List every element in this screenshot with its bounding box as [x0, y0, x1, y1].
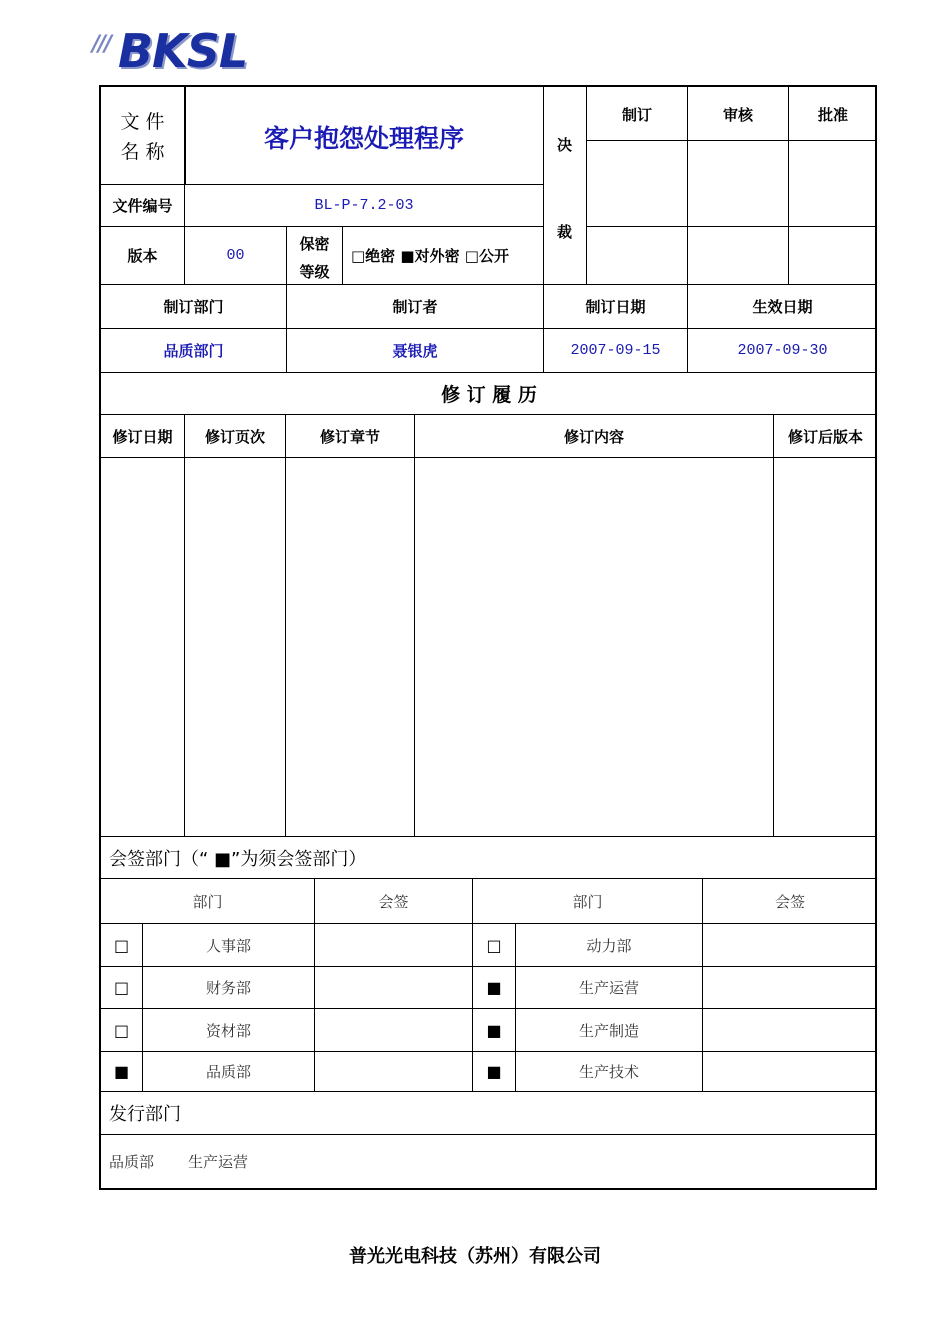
file-name-label-1: 文 件 [120, 110, 165, 133]
left-row-3-dept: 资材部 [205, 1021, 251, 1040]
countersign-col-dept-right: 部门 [572, 892, 603, 911]
right-row-2-checkbox: ■ [486, 978, 502, 997]
role-approve: 批准 [817, 105, 848, 124]
doc-no-value: BL-P-7.2-03 [314, 197, 414, 214]
countersign-col-dept-left: 部门 [192, 892, 223, 911]
version-value: 00 [226, 247, 245, 264]
decision-label-1: 决 [556, 135, 572, 154]
countersign-col-sign-left: 会签 [378, 892, 409, 911]
right-row-1-dept: 动力部 [586, 936, 632, 955]
right-row-3-checkbox: ■ [486, 1020, 502, 1040]
revision-col-version: 修订后版本 [787, 427, 863, 446]
revision-col-page: 修订页次 [204, 427, 265, 446]
document-form [99, 85, 877, 1190]
info-header-dept: 制订部门 [163, 298, 224, 316]
info-value-author: 聂银虎 [392, 342, 438, 360]
right-row-4-dept: 生产技术 [578, 1063, 639, 1081]
left-row-1-dept: 人事部 [205, 936, 251, 955]
revision-col-content: 修订内容 [563, 427, 624, 446]
left-row-4-checkbox: ■ [113, 1062, 130, 1081]
secrecy-label-2: 等级 [299, 262, 330, 281]
secrecy-options: □绝密 ■对外密 □公开 [351, 247, 509, 265]
left-row-4-dept: 品质部 [205, 1063, 251, 1081]
document-title: 客户抱怨处理程序 [263, 124, 464, 153]
countersign-title: 会签部门（“ ■”为须会签部门） [109, 848, 367, 870]
doc-no-label: 文件编号 [112, 197, 173, 215]
decision-label-2: 裁 [556, 222, 572, 241]
right-row-1-checkbox: □ [486, 935, 502, 955]
revision-col-section: 修订章节 [319, 427, 380, 446]
logo-text: BKSL [118, 24, 248, 78]
issue-title: 发行部门 [109, 1104, 181, 1125]
revision-col-date: 修订日期 [112, 427, 173, 446]
info-value-date: 2007-09-15 [570, 342, 661, 359]
revision-title: 修 订 履 历 [441, 384, 537, 406]
file-name-label-2: 名 称 [120, 140, 165, 163]
countersign-col-sign-right: 会签 [774, 892, 805, 911]
role-review: 审核 [722, 105, 753, 124]
left-row-1-checkbox: □ [113, 935, 130, 955]
left-row-2-dept: 财务部 [205, 979, 251, 997]
secrecy-label-1: 保密 [299, 234, 330, 253]
info-header-effective: 生效日期 [752, 298, 813, 316]
logo-bars: /// [92, 32, 111, 57]
company-footer: 普光光电科技（苏州）有限公司 [349, 1246, 601, 1267]
left-row-2-checkbox: □ [113, 978, 130, 997]
right-row-4-checkbox: ■ [486, 1062, 502, 1081]
left-row-3-checkbox: □ [113, 1020, 130, 1040]
version-label: 版本 [127, 247, 158, 265]
company-logo [88, 22, 248, 80]
info-value-dept: 品质部门 [163, 342, 224, 360]
right-row-2-dept: 生产运营 [578, 979, 639, 997]
info-header-date: 制订日期 [585, 298, 646, 316]
right-row-3-dept: 生产制造 [578, 1021, 639, 1040]
info-value-effective: 2007-09-30 [737, 342, 828, 359]
issue-dept-1: 品质部 [109, 1152, 155, 1171]
issue-dept-2: 生产运营 [188, 1152, 249, 1171]
info-header-author: 制订者 [392, 298, 438, 316]
role-prepare: 制订 [621, 105, 652, 124]
